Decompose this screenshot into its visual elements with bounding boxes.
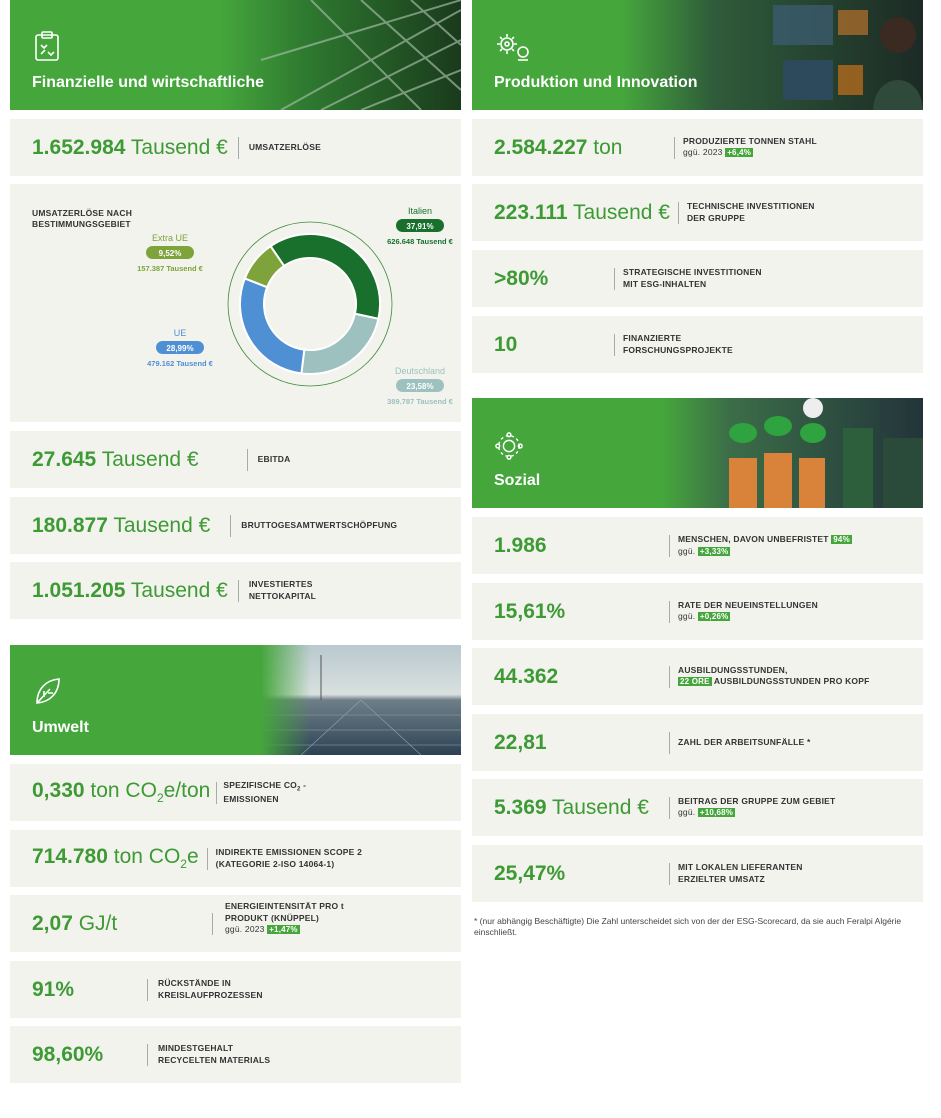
donut-label-pct: 37,91% [406,222,434,231]
ebitda-value: 27.645 Tausend € [32,447,199,471]
menschen-value: 1.986 [494,533,547,557]
donut-slice-deutschland [301,314,378,374]
unfall-value: 22,81 [494,730,547,754]
co2-value: 0,330 ton $CO_2e$/ton [32,779,211,806]
liefer-value: 25,47% [494,861,566,885]
menschen-label: MENSCHEN, DAVON UNBEFRISTET 94% ggü. +3,33% [678,533,850,556]
donut-label-value: 389.787 Tausend € [387,397,453,406]
unfall-label: ZAHL DER ARBEITSUNFÄLLE * [678,736,811,747]
kapital-card [10,562,461,619]
co2-card [10,764,461,821]
kapital-value: 1.051.205 Tausend € [32,578,228,602]
rate-label: RATE DER NEUEINSTELLUNGEN ggü. +0,26% [678,599,818,622]
sozial-title: Sozial [494,472,541,489]
forsch-label: FINANZIERTE FORSCHUNGSPROJEKTE [623,333,733,355]
scope2-label: INDIREKTE EMISSIONEN SCOPE 2 (KATEGORIE 2-ISO 14064-1) [215,847,363,869]
prod-header [472,0,923,110]
liefer-card [472,845,923,902]
rate-value: 15,61% [494,599,566,623]
tech-value: 223.111 Tausend € [494,200,670,224]
finance-header [10,0,461,110]
leaf-icon [32,675,62,707]
menschen-card [472,517,923,574]
ausb-card [472,648,923,705]
beitrag-label: BEITRAG DER GRUPPE ZUM GEBIET ggü. +10,68% [678,795,836,818]
donut-label-value: 626.648 Tausend € [387,237,453,246]
donut-label-pct: 9,52% [158,249,182,258]
steel-mesh-photo [221,0,461,110]
workers-photo [663,398,923,508]
energie-value: 2,07 GJ/t [32,911,118,935]
solar-panel-photo [261,645,461,755]
esg-card [472,250,923,307]
donut-label-pct: 23,58% [406,382,434,391]
beitrag-card [472,779,923,836]
kapital-label: INVESTIERTES NETTOKAPITAL [248,579,317,601]
footnote: * (nur abhängig Beschäftigte) Die Zahl unterscheidet sich von der der ESG-Scorecard, da sie auch Feralpi Algérie einschließt. [474,916,902,938]
donut-card [10,184,461,422]
donut-label-name: UE [173,328,187,338]
brutto-value: 180.877 Tausend € [32,513,211,537]
unfall-card [472,714,923,771]
clipboard-icon [32,30,62,62]
esg-value: >80% [494,266,549,290]
donut-label-value: 157.387 Tausend € [137,264,203,273]
umwelt-header [10,645,461,755]
brutto-label: BRUTTOGESAMTWERTSCHÖPFUNG [241,519,398,530]
tech-label: TECHNISCHE INVESTITIONEN DER GRUPPE [686,201,815,223]
tech-card [472,184,923,241]
control-room-photo [623,0,923,110]
social-icon [494,430,524,462]
beitrag-value: 5.369 Tausend € [494,795,649,819]
brutto-card [10,497,461,554]
energie-label: ENERGIEINTENSITÄT PRO t PRODUKT (KNÜPPEL) ggü. 2023 +1,47% [225,901,344,935]
umsatz-label: UMSATZERLÖSE [248,141,321,152]
umsatz-card [10,119,461,176]
donut-label-pct: 28,99% [166,344,194,353]
gears-icon [494,30,534,62]
ausb-value: 44.362 [494,664,559,688]
ebitda-card [10,431,461,488]
rueck-card [10,961,461,1018]
finance-title: Finanzielle und wirtschaftliche [32,74,265,91]
donut-title: UMSATZERLÖSE NACH BESTIMMUNGSGEBIET [32,208,133,230]
rueck-label: RÜCKSTÄNDE IN KREISLAUFPROZESSEN [158,978,263,1000]
forsch-card [472,316,923,373]
donut-label-name: Italien [407,206,433,216]
liefer-label: MIT LOKALEN LIEFERANTEN ERZIELTER UMSATZ [678,862,803,884]
donut-label-name: Deutschland [394,366,446,376]
donut-label-value: 479.162 Tausend € [147,359,213,368]
co2-label: SPEZIFISCHE $CO_2$ - EMISSIONEN [223,779,307,804]
ausb-label: AUSBILDUNGSSTUNDEN, 22 ORE AUSBILDUNGSSTUNDEN PRO KOPF [678,664,870,687]
sozial-header [472,398,923,508]
umwelt-title: Umwelt [32,719,89,736]
recy-label: MINDESTGEHALT RECYCELTEN MATERIALS [158,1043,271,1065]
scope2-card [10,830,461,887]
recy-value: 98,60% [32,1042,104,1066]
umsatz-value: 1.652.984 Tausend € [32,135,228,159]
scope2-value: 714.780 ton $CO_2e$ [32,845,199,872]
donut-slice-italien [271,234,380,319]
recy-card [10,1026,461,1083]
energie-card [10,895,461,952]
esg-label: STRATEGISCHE INVESTITIONEN MIT ESG-INHALTEN [623,267,762,289]
rate-card [472,583,923,640]
stahl-label: PRODUZIERTE TONNEN STAHL ggü. 2023 +6,4% [683,135,817,158]
forsch-value: 10 [494,332,518,356]
stahl-value: 2.584.227 ton [494,135,623,159]
stahl-card [472,119,923,176]
donut-label-name: Extra UE [151,233,189,243]
ebitda-label: EBITDA [257,453,291,464]
rueck-value: 91% [32,977,75,1001]
donut-chart [10,184,461,422]
prod-title: Produktion und Innovation [494,74,698,91]
